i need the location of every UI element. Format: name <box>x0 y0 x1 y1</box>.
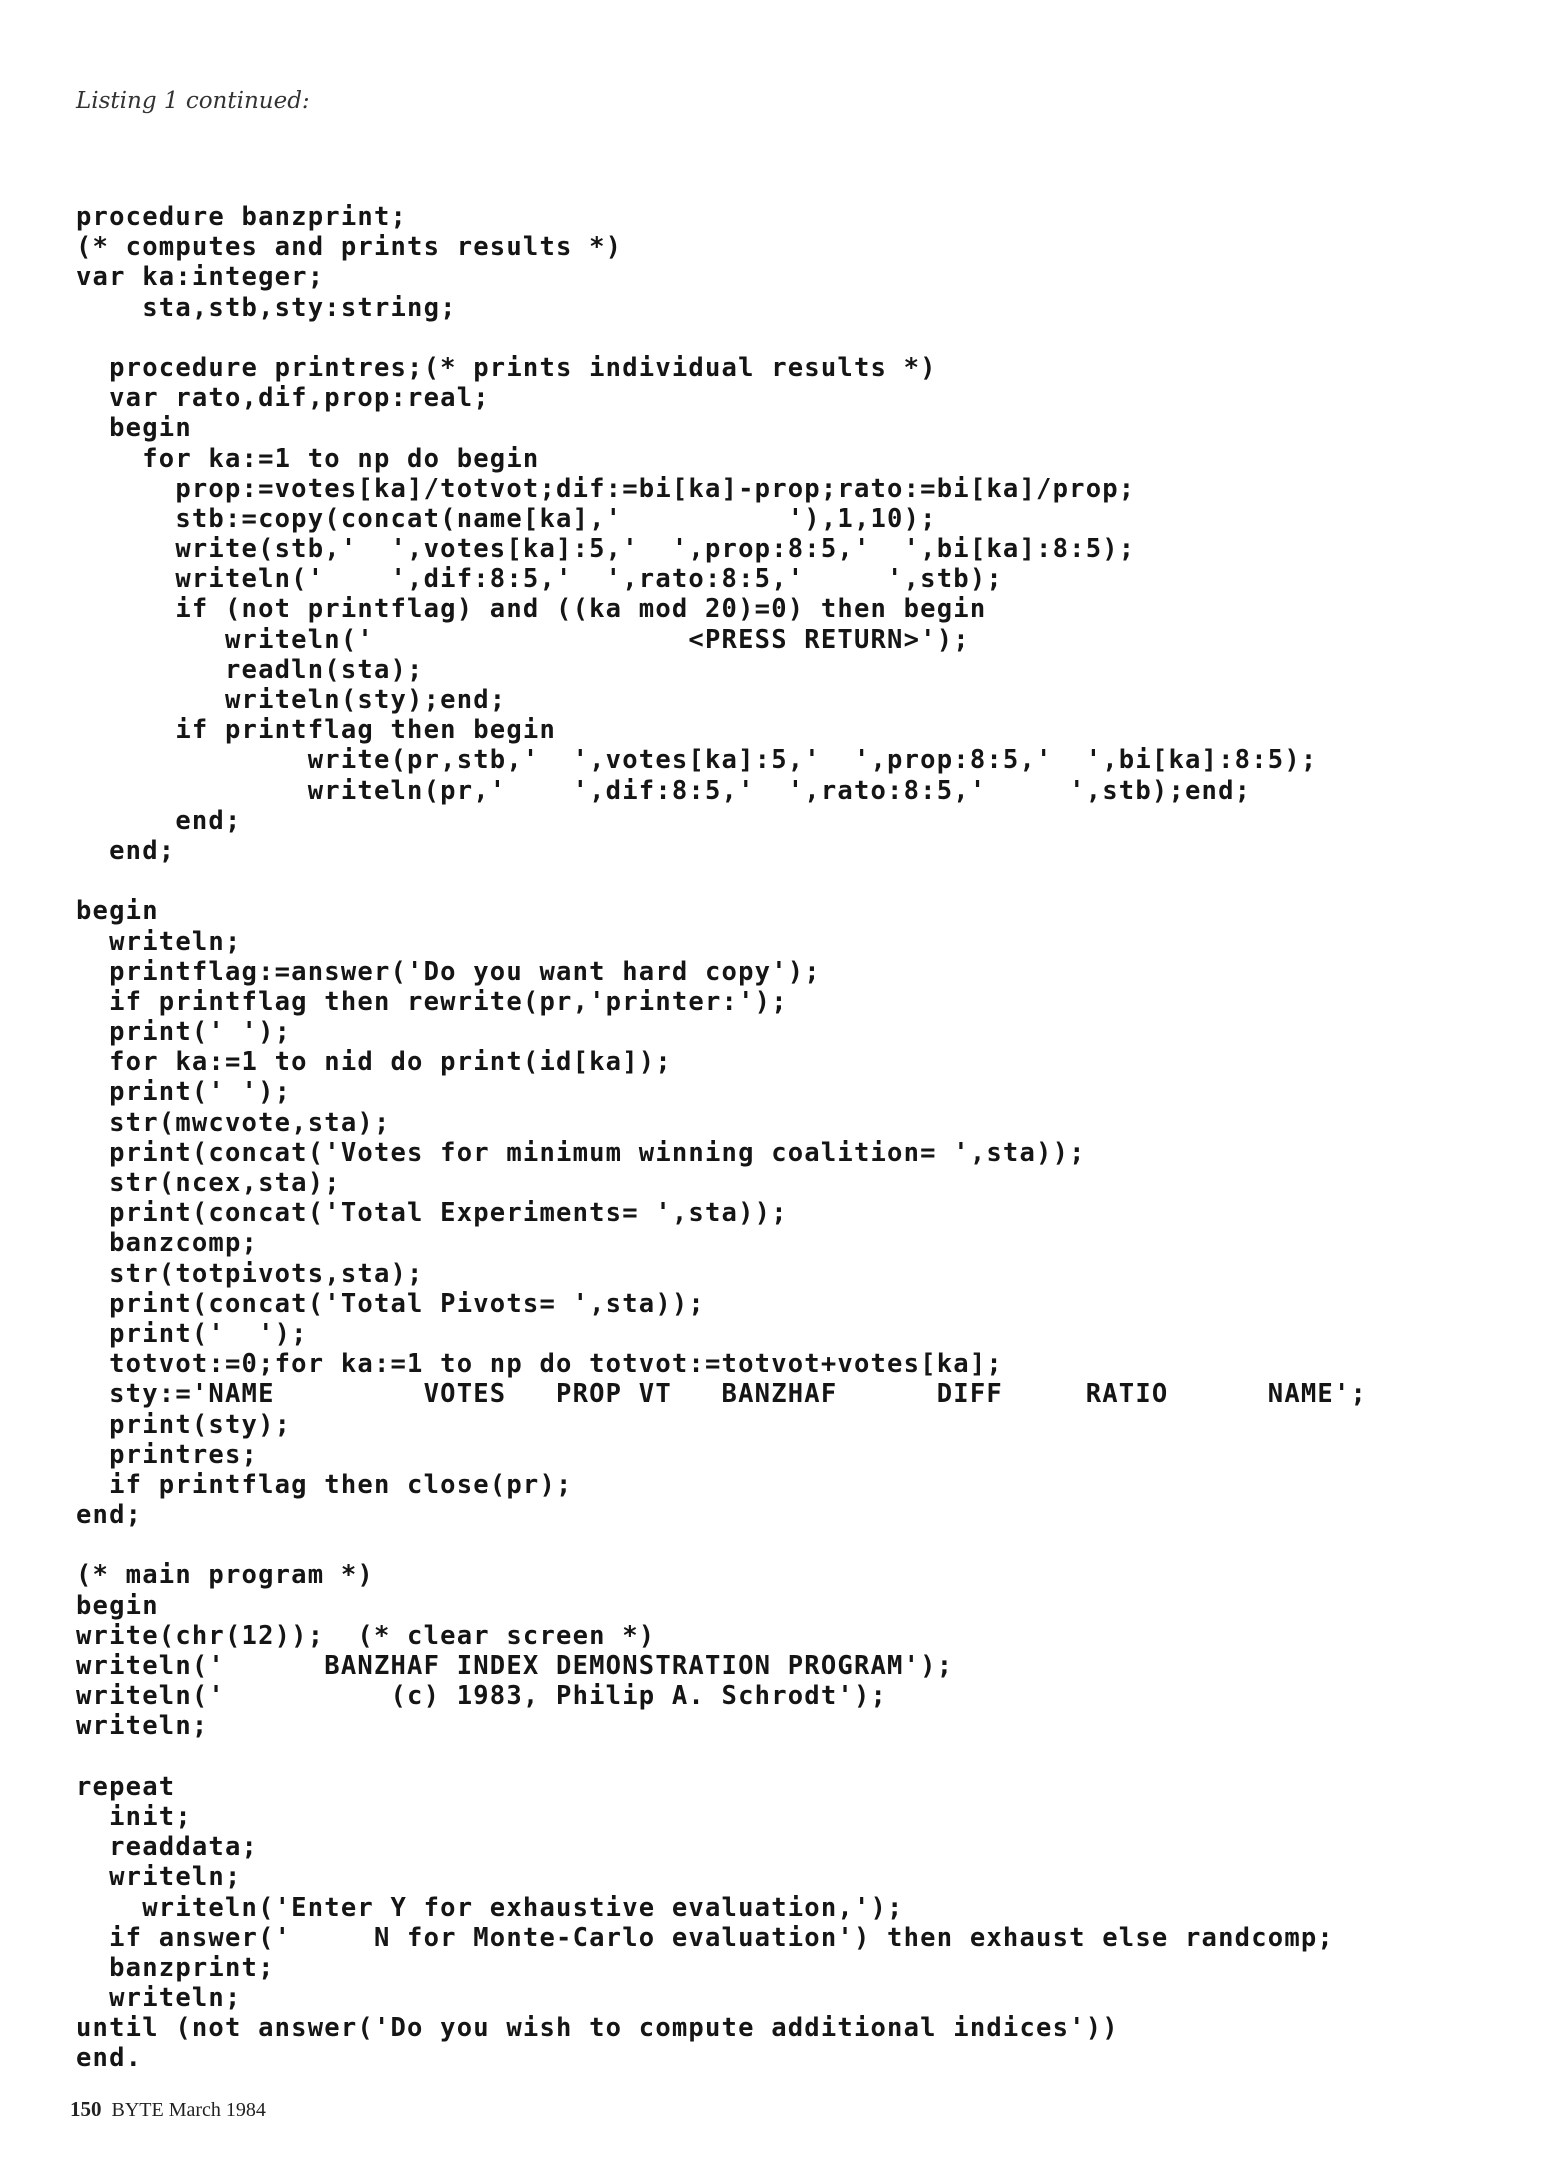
code-line: (* computes and prints results *) <box>76 232 623 263</box>
code-line: str(ncex,sta); <box>76 1168 341 1198</box>
code-line: writeln; <box>76 926 242 957</box>
code-line <box>76 866 1367 896</box>
code-line: init; <box>76 1801 192 1832</box>
code-line: banzprint; <box>76 1952 275 1983</box>
code-line: if printflag then close(pr); <box>76 1469 573 1500</box>
code-line: print(concat('Total Experiments= ',sta)); <box>76 1198 788 1229</box>
code-line: end; <box>76 805 242 836</box>
code-line: readdata; <box>76 1832 259 1863</box>
code-line: until (not answer('Do you wish to compute additional indices')) <box>76 2013 1119 2044</box>
page-footer <box>70 2097 266 2122</box>
code-line: write(stb,' ',votes[ka]:5,' ',prop:8:5,' ',bi[ka]:8:5); <box>76 534 1136 565</box>
code-line: totvot:=0;for ka:=1 to np do totvot:=totvot+votes[ka]; <box>76 1349 1003 1380</box>
code-line: begin <box>76 1590 159 1621</box>
listing-caption: Listing 1 continued: <box>76 88 310 114</box>
code-line: writeln(pr,' ',dif:8:5,' ',rato:8:5,' ',stb);end; <box>76 775 1252 806</box>
code-line: writeln; <box>76 1862 242 1893</box>
code-line: printres; <box>76 1439 259 1470</box>
code-line <box>76 323 1367 353</box>
code-line: end; <box>76 1500 143 1531</box>
code-line: if (not printflag) and ((ka mod 20)=0) then begin <box>76 594 987 625</box>
code-line: writeln(' (c) 1983, Philip A. Schrodt'); <box>76 1681 888 1712</box>
code-line: writeln(' ',dif:8:5,' ',rato:8:5,' ',stb); <box>76 564 1003 595</box>
code-line: begin <box>76 896 159 927</box>
code-line <box>76 1530 1367 1560</box>
code-line: (* main program *) <box>76 1560 374 1591</box>
code-line: repeat <box>76 1771 176 1802</box>
code-line: banzcomp; <box>76 1228 259 1259</box>
code-line: print(sty); <box>76 1409 292 1440</box>
code-line: str(mwcvote,sta); <box>76 1107 391 1138</box>
code-line <box>76 1742 1367 1772</box>
code-line: procedure printres;(* prints individual results *) <box>76 352 937 383</box>
code-line: print(' '); <box>76 1318 308 1349</box>
code-line: print(concat('Total Pivots= ',sta)); <box>76 1288 705 1319</box>
code-line: write(chr(12)); (* clear screen *) <box>76 1620 656 1651</box>
code-line: readln(sta); <box>76 654 424 685</box>
code-line: print(concat('Votes for minimum winning coalition= ',sta)); <box>76 1137 1086 1168</box>
code-line: var rato,dif,prop:real; <box>76 383 490 414</box>
code-line: begin <box>76 413 192 444</box>
code-line: write(pr,stb,' ',votes[ka]:5,' ',prop:8:5,' ',bi[ka]:8:5); <box>76 745 1318 776</box>
code-line: end. <box>76 2043 143 2074</box>
code-line: sty:='NAME VOTES PROP VT BANZHAF DIFF RATIO NAME'; <box>76 1379 1368 1410</box>
code-line: for ka:=1 to nid do print(id[ka]); <box>76 1047 672 1078</box>
code-line: str(totpivots,sta); <box>76 1258 424 1289</box>
code-line: sta,stb,sty:string; <box>76 292 457 323</box>
code-line: if printflag then rewrite(pr,'printer:'); <box>76 986 788 1017</box>
code-line: writeln(sty);end; <box>76 685 507 715</box>
code-line: stb:=copy(concat(name[ka],' '),1,10); <box>76 503 937 534</box>
code-line: print(' '); <box>76 1017 292 1048</box>
code-line: writeln; <box>76 1711 209 1742</box>
code-line: prop:=votes[ka]/totvot;dif:=bi[ka]-prop;rato:=bi[ka]/prop; <box>76 473 1136 504</box>
code-line: if printflag then begin <box>76 715 557 746</box>
code-line: if answer(' N for Monte-Carlo evaluation') then exhaust else randcomp; <box>76 1922 1334 1953</box>
code-line: print(' '); <box>76 1077 292 1108</box>
code-line: printflag:=answer('Do you want hard copy'); <box>76 956 821 987</box>
publication-name: BYTE March 1984 <box>111 2099 266 2121</box>
code-line: writeln('Enter Y for exhaustive evaluation,'); <box>76 1892 904 1923</box>
code-line: writeln(' BANZHAF INDEX DEMONSTRATION PROGRAM'); <box>76 1651 954 1681</box>
code-line: writeln; <box>76 1983 242 2014</box>
code-line: writeln(' <PRESS RETURN>'); <box>76 624 970 655</box>
code-line: procedure banzprint; <box>76 202 408 232</box>
code-line: for ka:=1 to np do begin <box>76 443 540 474</box>
code-line: end; <box>76 835 176 866</box>
page-number: 150 <box>70 2097 102 2121</box>
code-line: var ka:integer; <box>76 262 325 293</box>
code-listing <box>76 202 1367 2074</box>
